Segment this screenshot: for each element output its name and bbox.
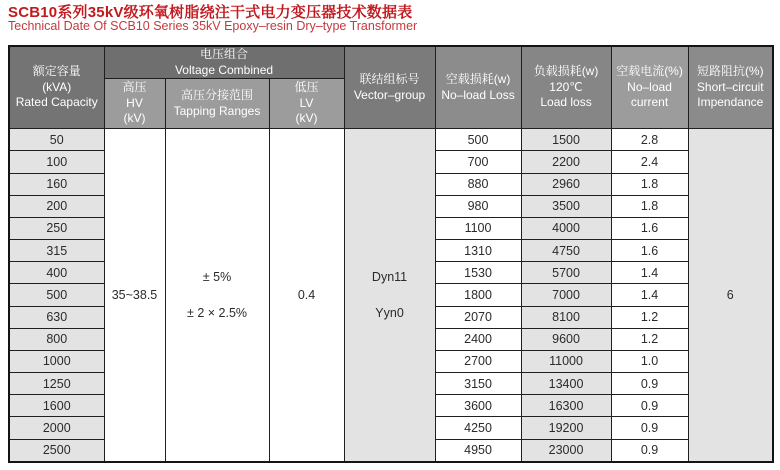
no-load-loss-cell: 3600 <box>435 395 521 417</box>
rated-capacity-cell: 400 <box>9 262 104 284</box>
table-row <box>9 129 773 151</box>
voltage-combined-cn: 电压组合 <box>200 47 249 61</box>
load-loss-cn: 负载损耗(w) <box>533 64 599 79</box>
load-loss-cell: 5700 <box>521 262 611 284</box>
no-load-current-cell: 1.6 <box>611 240 688 262</box>
rated-capacity-cell: 1600 <box>9 395 104 417</box>
load-loss-en: Load loss <box>540 95 592 110</box>
no-load-current-cell: 1.2 <box>611 306 688 328</box>
rated-capacity-cell: 500 <box>9 284 104 306</box>
tapping-cn: 高压分接范围 <box>180 88 253 103</box>
hv-merged-cell: 35~38.5 <box>104 129 165 462</box>
tapping-value-2: ± 2 × 2.5% <box>186 305 248 320</box>
col-header-no-load-loss <box>435 46 521 129</box>
no-load-loss-cell: 1100 <box>435 217 521 239</box>
col-header-lv <box>269 79 344 129</box>
transformer-data-table <box>8 45 774 463</box>
col-header-tapping <box>165 79 269 129</box>
load-loss-cell: 3500 <box>521 195 611 217</box>
no-load-current-cell: 1.8 <box>611 173 688 195</box>
vector-group-value-2: Yyn0 <box>375 305 404 320</box>
no-load-current-cell: 2.4 <box>611 151 688 173</box>
rated-capacity-cell: 1250 <box>9 373 104 395</box>
no-load-loss-cell: 700 <box>435 151 521 173</box>
no-load-current-cell: 1.8 <box>611 195 688 217</box>
rated-capacity-cell: 630 <box>9 306 104 328</box>
rated-capacity-cell: 1000 <box>9 350 104 372</box>
col-header-voltage-combined <box>104 46 344 79</box>
no-load-loss-cell: 2400 <box>435 328 521 350</box>
impedance-en1: Short–circuit <box>696 79 764 94</box>
no-load-loss-cell: 980 <box>435 195 521 217</box>
page-title: SCB10系列35kV级环氧树脂绕注干式电力变压器技术数据表 <box>8 4 413 21</box>
rated-capacity-unit: (kVA) <box>42 79 72 94</box>
vector-group-value-1: Dyn11 <box>371 270 408 285</box>
lv-unit: (kV) <box>295 111 318 126</box>
no-load-loss-cn: 空载损耗(w) <box>445 72 511 86</box>
hv-cn: 高压 <box>122 80 147 95</box>
load-loss-cell: 16300 <box>521 395 611 417</box>
tapping-value-1: ± 5% <box>202 270 232 285</box>
no-load-loss-cell: 4950 <box>435 439 521 462</box>
tapping-en: Tapping Ranges <box>173 103 261 118</box>
vector-group-en: Vector–group <box>353 87 426 102</box>
no-load-current-cell: 0.9 <box>611 373 688 395</box>
no-load-current-cell: 1.2 <box>611 328 688 350</box>
load-loss-cell: 4000 <box>521 217 611 239</box>
load-loss-cell: 8100 <box>521 306 611 328</box>
no-load-current-cell: 0.9 <box>611 395 688 417</box>
load-loss-cell: 11000 <box>521 350 611 372</box>
voltage-combined-en: Voltage Combined <box>174 62 274 77</box>
load-loss-cell: 13400 <box>521 373 611 395</box>
no-load-loss-cell: 1800 <box>435 284 521 306</box>
no-load-loss-cell: 500 <box>435 129 521 151</box>
hv-unit: (kV) <box>123 111 146 126</box>
vector-group-merged-cell <box>344 129 435 462</box>
lv-en: LV <box>299 95 314 110</box>
no-load-current-en2: current <box>630 95 669 110</box>
no-load-current-cell: 0.9 <box>611 439 688 462</box>
impedance-en2: Impendance <box>697 95 764 110</box>
load-loss-cell: 19200 <box>521 417 611 439</box>
rated-capacity-cell: 100 <box>9 151 104 173</box>
no-load-loss-cell: 880 <box>435 173 521 195</box>
load-loss-cell: 9600 <box>521 328 611 350</box>
no-load-current-cell: 1.4 <box>611 284 688 306</box>
lv-cn: 低压 <box>294 80 319 95</box>
col-header-vector-group <box>344 46 435 129</box>
col-header-rated-capacity <box>9 46 104 129</box>
vector-group-cn: 联结组标号 <box>359 72 420 86</box>
no-load-current-cell: 0.9 <box>611 417 688 439</box>
rated-capacity-cell: 315 <box>9 240 104 262</box>
no-load-current-en1: No–load <box>627 79 672 94</box>
load-loss-cell: 1500 <box>521 129 611 151</box>
rated-capacity-en: Rated Capacity <box>15 95 98 110</box>
no-load-current-cell: 1.0 <box>611 350 688 372</box>
load-loss-cell: 4750 <box>521 240 611 262</box>
col-header-hv <box>104 79 165 129</box>
no-load-loss-cell: 1530 <box>435 262 521 284</box>
no-load-current-cn: 空载电流(%) <box>616 64 683 79</box>
load-loss-temp: 120℃ <box>549 79 583 94</box>
hv-en: HV <box>126 95 143 110</box>
no-load-current-cell: 2.8 <box>611 129 688 151</box>
rated-capacity-cell: 250 <box>9 217 104 239</box>
col-header-load-loss <box>521 46 611 129</box>
no-load-current-cell: 1.4 <box>611 262 688 284</box>
col-header-no-load-current <box>611 46 688 129</box>
rated-capacity-cell: 200 <box>9 195 104 217</box>
header-row-1 <box>9 46 773 79</box>
rated-capacity-cell: 2500 <box>9 439 104 462</box>
rated-capacity-cell: 160 <box>9 173 104 195</box>
impedance-merged-cell: 6 <box>688 129 773 462</box>
no-load-loss-cell: 4250 <box>435 417 521 439</box>
tapping-merged-cell <box>165 129 269 462</box>
col-header-impedance <box>688 46 773 129</box>
impedance-cn: 短路阻抗(%) <box>696 64 764 79</box>
rated-capacity-cell: 2000 <box>9 417 104 439</box>
no-load-loss-cell: 2700 <box>435 350 521 372</box>
load-loss-cell: 7000 <box>521 284 611 306</box>
rated-capacity-cell: 800 <box>9 328 104 350</box>
load-loss-cell: 23000 <box>521 439 611 462</box>
lv-merged-cell: 0.4 <box>269 129 344 462</box>
no-load-loss-en: No–load Loss <box>441 87 515 102</box>
no-load-loss-cell: 3150 <box>435 373 521 395</box>
no-load-current-cell: 1.6 <box>611 217 688 239</box>
no-load-loss-cell: 2070 <box>435 306 521 328</box>
no-load-loss-cell: 1310 <box>435 240 521 262</box>
load-loss-cell: 2200 <box>521 151 611 173</box>
rated-capacity-cell: 50 <box>9 129 104 151</box>
load-loss-cell: 2960 <box>521 173 611 195</box>
page-subtitle: Technical Date Of SCB10 Series 35kV Epoxy–resin Dry–type Transformer <box>8 19 418 33</box>
rated-capacity-cn: 额定容量 <box>32 64 81 79</box>
